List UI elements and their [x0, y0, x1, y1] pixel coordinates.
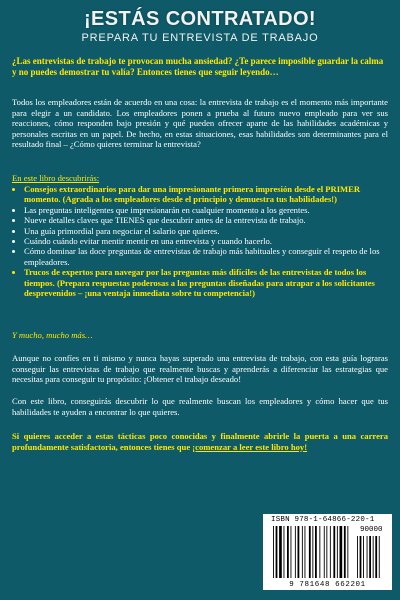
ean-digits: 9 781648 662201 [289, 581, 366, 589]
list-item: • Cuándo cuándo evitar mentir mentir en una entrevista y cuando hacerlo. [24, 236, 388, 246]
isbn-barcode [263, 514, 392, 590]
lead-question: ¿Las entrevistas de trabajo te provocan mucha ansiedad? ¿Te parece imposible guardar la calma y no puedes demostrar tu valía? Entonces tienes que seguir leyendo… [12, 56, 384, 77]
list-item: • Las preguntas inteligentes que impresionarán en cualquier momento a los gerentes. [24, 205, 388, 215]
list-item: • Nueve detalles claves que TIENES que descubrir antes de la entrevista de trabajo. [24, 215, 388, 225]
closing-paragraph [12, 431, 388, 453]
list-item: • Una guía primordial para negociar el salario que quieres. [24, 226, 388, 236]
list-item: • Consejos extraordinarios para dar una impresionante primera impresión desde el PRIMER momento. (Agrada a los empleadores desde el principio y demuestra tus habilidades!) [24, 184, 388, 205]
body-paragraph: Con este libro, conseguirás descubrir lo que realmente buscan los empleadores y cómo hacer que tus habilidades te ayuden a encontrar lo que quieres. [12, 396, 388, 417]
list-item: • Cómo dominar las doce preguntas de entrevistas de trabajo más habituales y conseguir el respeto de los empleadores. [24, 246, 388, 267]
and-more-text: Y mucho, mucho más… [12, 330, 93, 340]
body-paragraph: Aunque no confíes en ti mismo y nunca hayas superado una entrevista de trabajo, con esta guía lograras conseguir las entrevistas de trabajo que realmente buscas y aprenderás a diferenciar las estrategias que necesitas para conseguir tu propósito: ¡Obtener el trabajo deseado! [12, 353, 388, 385]
isbn-label: ISBN 978-1-64866-220-1 [271, 516, 375, 524]
closing-text: Si quieres acceder a estas tácticas poco conocidas y finalmente abrirle la puerta a una carrera profundamente satisfactoria, entonces tienes que [12, 431, 388, 452]
barcode-icon [263, 514, 392, 590]
intro-paragraph: Todos los empleadores están de acuerdo en una cosa: la entrevista de trabajo es el momento más importante para elegir a un candidato. Los empleadores ponen a prueba al futuro nuevo empleado para ver sus reacciones, cómo responden bajo presión y qué pueden ofrecer aparte de las habilidades académicas y personales escritas en un papel. De hecho, en estas situaciones, esas habilidades son determinantes para el resultado final – ¿Cómo quieres terminar la entrevista? [12, 97, 388, 150]
call-to-action: ¡comenzar a leer este libro hoy! [192, 441, 308, 452]
list-intro: En este libro descubrirás: [12, 173, 100, 183]
list-item: • Trucos de expertos para navegar por las preguntas más difíciles de las entrevistas de todos los tiempos. (Prepara respuestas poderosas a las preguntas diseñadas para atrapar a los solicitantes desprevenidos – ¡una ventaja inmediata sobre tu competencia!) [24, 267, 388, 298]
price-code: 90000 [360, 526, 383, 534]
benefits-list [12, 184, 388, 298]
book-title: ¡ESTÁS CONTRATADO! [84, 8, 316, 30]
book-subtitle: PREPARA TU ENTREVISTA DE TRABAJO [81, 32, 319, 44]
